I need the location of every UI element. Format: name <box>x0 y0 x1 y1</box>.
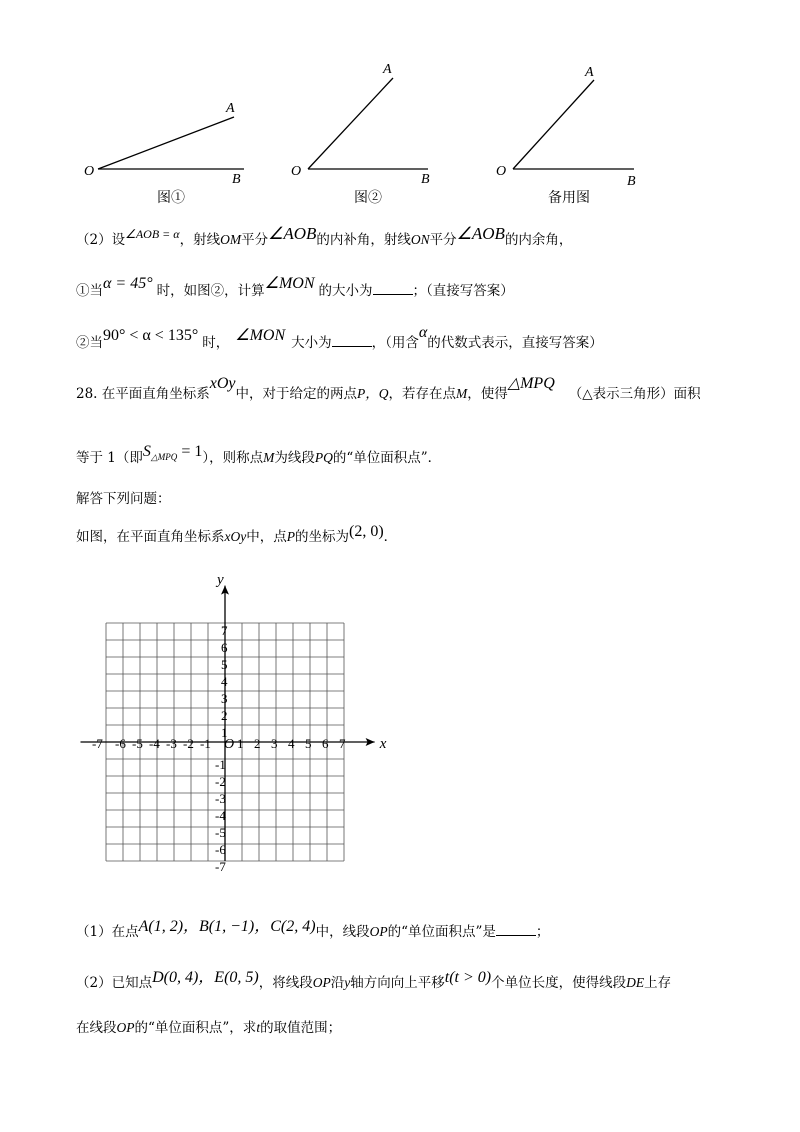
fig2-label-a: A <box>383 62 392 77</box>
q27-sub2-line <box>76 324 603 352</box>
q28-part2b-op: OP <box>116 1020 135 1035</box>
q28-part2b-end: 的取值范围； <box>260 1020 342 1036</box>
y-tick-label: 5 <box>221 657 228 672</box>
q27-part2-end: 的内余角， <box>504 232 573 248</box>
q27-sub1-angle-mon: ∠MON <box>264 275 315 292</box>
y-tick-label: -6 <box>215 842 226 857</box>
y-tick-label: 1 <box>221 725 228 740</box>
q27-part2-mid3: 的内补角，射线 <box>316 232 411 248</box>
q27-part2-mid4: 平分 <box>429 232 457 248</box>
q28-line1-mid: 中，对于给定的两点 <box>235 386 358 402</box>
q28-line2 <box>76 443 442 469</box>
q28-line1 <box>76 375 701 403</box>
x-tick-label: -7 <box>92 736 103 751</box>
q28-line1-mid3: ，使得 <box>467 386 508 402</box>
q28-part2-mid2: 沿 <box>330 975 345 991</box>
q28-point-p-coord: (2, 0) <box>348 523 384 540</box>
q27-part2-mid2: 平分 <box>241 232 269 248</box>
x-tick-label: 6 <box>322 736 329 751</box>
q27-sub2-prefix: ②当 <box>76 335 103 351</box>
q28-line4-mid2: 的坐标为 <box>294 529 349 545</box>
q27-angle-aob-2: ∠AOB <box>268 224 317 243</box>
q28-number-intro: 28. 在平面直角坐标系 <box>76 386 210 402</box>
q28-line1-end: （△表示三角形）面积 <box>568 386 701 402</box>
q28-part1-answer-blank[interactable] <box>496 921 536 936</box>
q28-area-eq: = 1 <box>177 443 203 460</box>
q28-line4-p: P <box>286 529 295 544</box>
q28-part1-line <box>76 918 549 941</box>
x-tick-label: 5 <box>305 736 312 751</box>
x-tick-label: 2 <box>254 736 261 751</box>
fig3-caption: 备用图 <box>548 190 590 206</box>
origin-label: O <box>224 737 235 752</box>
q28-part2-prefix: （2）已知点 <box>76 975 153 991</box>
y-tick-label: -3 <box>215 791 226 806</box>
q28-line1-mid2: ，若存在点 <box>388 386 457 402</box>
q28-part2-line <box>76 969 671 992</box>
q27-sub2-alpha: α <box>418 324 428 341</box>
y-tick-label: 6 <box>221 640 228 655</box>
q27-sub2-condition: 90° < α < 135° <box>103 327 199 344</box>
q28-triangle-mpq: △MPQ <box>507 375 555 392</box>
q28-part1-end: 的“单位面积点”是 <box>387 924 496 940</box>
x-axis-label: x <box>379 736 387 752</box>
q28-line4-mid: 中，点 <box>246 529 287 545</box>
q28-line4-xoy: xOy <box>224 529 247 544</box>
q28-part2-de: DE <box>626 975 645 990</box>
q28-line2-mid2: 为线段 <box>274 450 315 466</box>
q28-line3: 解答下列问题： <box>76 491 171 507</box>
q27-sub1-line <box>76 275 514 300</box>
q28-part2-mid: ，将线段 <box>258 975 313 991</box>
q28-part1-op: OP <box>369 924 388 939</box>
q28-part2-t-cond: t(t > 0) <box>444 969 492 986</box>
q28-part2-tail: 上存 <box>644 975 672 991</box>
q27-angle-aob-3: ∠AOB <box>456 224 505 243</box>
fig2-label-b: B <box>421 172 430 187</box>
q28-point-m: M <box>456 386 468 401</box>
fig1-label-b: B <box>232 172 241 187</box>
fig3-label-b: B <box>627 174 636 189</box>
fig1-label-a: A <box>226 101 235 116</box>
y-tick-label: 3 <box>221 691 228 706</box>
y-axis-label: y <box>217 571 224 588</box>
q28-line4-end: ． <box>383 529 398 545</box>
q27-sub2-mid: 时， <box>202 335 230 351</box>
q28-line2-prefix: 等于 1（即 <box>76 450 143 466</box>
q28-part1-points: A(1, 2)，B(1, −1)，C(2, 4) <box>138 918 316 935</box>
y-tick-label: 4 <box>221 674 228 689</box>
figure-2 <box>291 62 430 187</box>
fig2-label-o: O <box>291 164 302 179</box>
q27-sub1-prefix: ①当 <box>76 283 103 299</box>
q28-part2-mid3: 轴方向向上平移 <box>350 975 445 991</box>
q28-xoy: xOy <box>209 375 236 392</box>
q28-part2-points: D(0, 4)，E(0, 5) <box>152 969 259 986</box>
y-tick-label: 2 <box>221 708 228 723</box>
x-tick-label: -3 <box>166 736 177 751</box>
q28-area-sub: △MPQ <box>150 452 178 463</box>
angle-figures <box>0 55 800 210</box>
q27-sub1-end: ；（直接写答案） <box>412 283 514 299</box>
x-tick-label: -1 <box>200 736 211 751</box>
fig2-caption: 图② <box>354 190 382 206</box>
q27-part2-prefix: （2）设 <box>76 232 126 248</box>
q28-part2-end: 个单位长度，使得线段 <box>491 975 627 991</box>
q27-part2-mid1: ，射线 <box>179 232 221 248</box>
q28-line4-prefix: 如图，在平面直角坐标系 <box>76 529 225 545</box>
q27-ray-on: ON <box>410 232 430 247</box>
fig3-label-a: A <box>585 65 594 80</box>
q28-part2-y: y <box>344 975 351 990</box>
x-tick-label: 7 <box>339 736 346 751</box>
fig1-caption: 图① <box>157 190 185 206</box>
q28-part1-prefix: （1）在点 <box>76 924 139 940</box>
q27-sub2-mid3: ，（用含 <box>371 335 419 351</box>
q27-sub2-end: 的代数式表示，直接写答案） <box>427 335 603 351</box>
q28-area-formula <box>142 443 203 463</box>
q27-sub1-mid2: 的大小为 <box>318 283 373 299</box>
q27-sub2-answer-blank[interactable] <box>332 332 372 347</box>
q28-line4 <box>76 525 397 546</box>
y-tick-label: -5 <box>215 825 226 840</box>
y-tick-label: 7 <box>221 623 228 638</box>
q28-part2-op: OP <box>312 975 331 990</box>
q28-area-s: S <box>142 443 151 460</box>
q27-part2-line <box>76 224 573 249</box>
q28-line2-m: M <box>263 450 275 465</box>
q28-points-pq: P，Q <box>357 386 389 401</box>
q27-sub1-answer-blank[interactable] <box>373 280 413 295</box>
x-tick-label: -5 <box>132 736 143 751</box>
x-tick-label: -4 <box>149 736 160 751</box>
fig3-label-o: O <box>496 164 507 179</box>
y-tick-label: -2 <box>215 774 226 789</box>
q28-line2-mid: ），则称点 <box>202 450 264 466</box>
q27-sub2-angle-mon: ∠MON <box>235 327 286 344</box>
q27-angle-aob-def: ∠AOB = α <box>125 227 180 241</box>
q27-ray-om: OM <box>220 232 242 247</box>
y-tick-label: -1 <box>215 757 226 772</box>
x-tick-label: 1 <box>237 736 244 751</box>
q28-line2-pq: PQ <box>314 450 333 465</box>
q27-sub1-condition: α = 45° <box>103 275 153 292</box>
fig1-label-o: O <box>84 164 95 179</box>
figure-1 <box>84 101 244 187</box>
x-tick-label: 3 <box>271 736 278 751</box>
y-tick-label: -7 <box>215 859 226 872</box>
q28-part2b-mid: 的“单位面积点”，求 <box>134 1020 257 1036</box>
q28-part2b-prefix: 在线段 <box>76 1020 117 1036</box>
x-tick-label: -2 <box>183 736 194 751</box>
coordinate-grid <box>80 562 400 872</box>
x-tick-label: 4 <box>288 736 295 751</box>
q28-part2b-line <box>76 1016 341 1036</box>
x-tick-label: -6 <box>115 736 126 751</box>
q28-part1-mid: 中，线段 <box>315 924 370 940</box>
figure-3 <box>496 65 636 189</box>
y-tick-label: -4 <box>215 808 226 823</box>
q27-sub2-mid2: 大小为 <box>291 335 332 351</box>
q28-part2b-t: t <box>256 1020 261 1035</box>
q27-sub1-mid: 时，如图②，计算 <box>156 283 265 299</box>
q28-part1-tail: ； <box>535 924 550 940</box>
q28-line2-end: 的“单位面积点”． <box>332 450 442 466</box>
